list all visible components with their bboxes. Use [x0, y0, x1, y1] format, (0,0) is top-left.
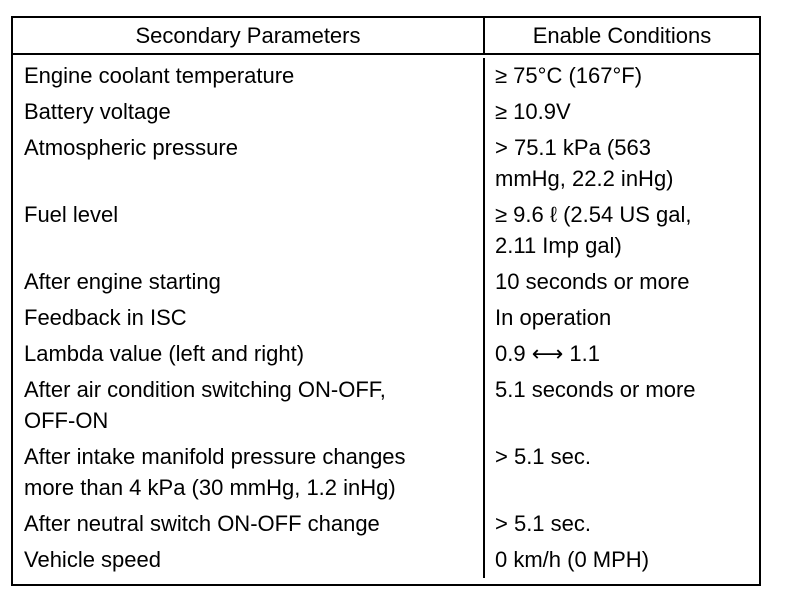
parameter-cell: Lambda value (left and right) — [13, 336, 485, 372]
parameter-cell: After intake manifold pressure changes more than 4 kPa (30 mmHg, 1.2 inHg) — [13, 439, 485, 506]
table-header-row — [13, 18, 759, 55]
parameter-cell: After engine starting — [13, 264, 485, 300]
parameter-cell: After air condition switching ON-OFF, OFF-ON — [13, 372, 485, 439]
parameter-cell: After neutral switch ON-OFF change — [13, 506, 485, 542]
parameter-cell: Engine coolant temperature — [13, 58, 485, 94]
table-row — [13, 264, 759, 300]
condition-cell: 10 seconds or more — [495, 269, 690, 294]
table-row — [13, 58, 759, 94]
parameter-cell: Fuel level — [13, 197, 485, 264]
table-row — [13, 336, 759, 372]
header-secondary-parameters: Secondary Parameters — [13, 18, 485, 53]
condition-cell: 5.1 seconds or more — [495, 377, 696, 402]
condition-cell: 0 km/h (0 MPH) — [495, 547, 650, 572]
condition-cell: > 5.1 sec. — [495, 511, 592, 536]
parameter-cell: Feedback in ISC — [13, 300, 485, 336]
condition-cell: > 75.1 kPa (563 mmHg, 22.2 inHg) — [495, 135, 674, 191]
secondary-parameters-table — [11, 16, 761, 586]
condition-cell: ≥ 75°C (167°F) — [495, 63, 643, 88]
header-enable-conditions: Enable Conditions — [532, 23, 712, 48]
parameter-cell: Battery voltage — [13, 94, 485, 130]
parameter-cell: Vehicle speed — [13, 542, 485, 578]
table-row — [13, 506, 759, 542]
table-row — [13, 372, 759, 439]
table-row — [13, 542, 759, 578]
condition-cell: ≥ 10.9V — [495, 99, 571, 124]
table-row — [13, 300, 759, 336]
condition-cell: > 5.1 sec. — [495, 444, 592, 469]
condition-cell: 0.9 ⟷ 1.1 — [495, 341, 600, 366]
condition-cell: ≥ 9.6 ℓ (2.54 US gal, 2.11 Imp gal) — [495, 202, 692, 258]
condition-cell: In operation — [495, 305, 612, 330]
parameter-cell: Atmospheric pressure — [13, 130, 485, 197]
table-row — [13, 197, 759, 264]
table-row — [13, 94, 759, 130]
table-row — [13, 439, 759, 506]
table-row — [13, 130, 759, 197]
table-body — [13, 55, 759, 584]
